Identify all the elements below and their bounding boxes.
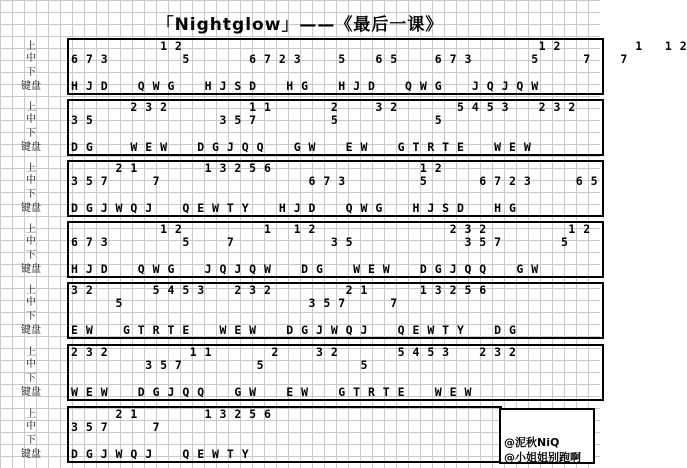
- label-high: 上: [26, 102, 36, 113]
- label-high: 上: [26, 224, 36, 235]
- line-high: 2 3 2 1 1 2 3 2 5 4 5 3 2 3 2: [71, 100, 576, 114]
- label-keys: 键盘: [21, 142, 41, 153]
- label-low: 下: [26, 250, 36, 261]
- label-mid: 中: [26, 359, 36, 370]
- label-mid: 中: [26, 297, 36, 308]
- line-keys: E W G T R T E W E W D G J W Q J Q E W T Y D G: [71, 323, 517, 337]
- label-keys: 键盘: [21, 325, 41, 336]
- line-keys: D G W E W D G J Q Q G W E W G T R T E W E W: [71, 140, 532, 154]
- row-labels: [17, 160, 45, 218]
- credit-arranger: @小姐姐别跑啊: [504, 451, 581, 464]
- label-mid: 中: [26, 236, 36, 247]
- line-mid: 6 7 3 5 7 3 5 3 5 7 5: [71, 235, 569, 249]
- line-high: 2 3 2 1 1 2 3 2 5 4 5 3 2 3 2: [71, 345, 517, 359]
- label-high: 上: [26, 41, 36, 52]
- label-keys: 键盘: [21, 387, 41, 398]
- score-block-4: [17, 221, 595, 279]
- line-mid: 3 5 7 7 6 7 3 5 6 7 2 3 6 5: [71, 174, 599, 188]
- line-keys: W E W D G J Q Q G W E W G T R T E W E W: [71, 385, 472, 399]
- label-low: 下: [26, 373, 36, 384]
- line-mid: 3 5 3 5 7 5 5: [71, 113, 443, 127]
- label-high: 上: [26, 409, 36, 420]
- label-low: 下: [26, 311, 36, 322]
- label-high: 上: [26, 163, 36, 174]
- line-keys: D G J W Q J Q E W T Y H J D Q W G H J S D H G: [71, 201, 517, 215]
- label-low: 下: [26, 67, 36, 78]
- row-labels: [17, 282, 45, 340]
- score-block-3: [17, 160, 599, 218]
- score-block-5: [17, 282, 595, 340]
- line-high: 2 1 1 3 2 5 6: [71, 407, 272, 421]
- line-keys: D G J W Q J Q E W T Y: [71, 447, 250, 461]
- row-labels: [17, 344, 45, 402]
- label-high: 上: [26, 347, 36, 358]
- line-mid: 3 5 7 7: [71, 420, 161, 434]
- line-high: 3 2 5 4 5 3 2 3 2 2 1 1 3 2 5 6: [71, 283, 487, 297]
- line-mid: 5 3 5 7 7: [71, 296, 398, 310]
- label-mid: 中: [26, 114, 36, 125]
- score-block-1: [17, 38, 687, 96]
- line-high: 2 1 1 3 2 5 6 1 2: [71, 161, 443, 175]
- credit-author: @泥秋NiQ: [504, 436, 560, 449]
- row-labels: [17, 221, 45, 279]
- label-keys: 键盘: [21, 264, 41, 275]
- line-high: 1 2 1 1 2 2 3 2 1 2: [71, 222, 591, 236]
- row-labels: [17, 406, 45, 464]
- page-title: 「Nightglow」——《最后一课》: [156, 15, 444, 35]
- row-labels: [17, 99, 45, 157]
- line-keys: H J D Q W G H J S D H G H J D Q W G J Q J Q W: [71, 79, 539, 93]
- line-high: 1 2 1 2 1 1 2: [71, 39, 687, 53]
- line-mid: 3 5 7 5 5: [71, 358, 368, 372]
- line-mid: 6 7 3 5 6 7 2 3 5 6 5 6 7 3 5 7 7: [71, 52, 628, 66]
- label-mid: 中: [26, 53, 36, 64]
- label-keys: 键盘: [21, 449, 41, 460]
- label-low: 下: [26, 128, 36, 139]
- label-mid: 中: [26, 421, 36, 432]
- score-block-2: [17, 99, 595, 157]
- label-mid: 中: [26, 175, 36, 186]
- label-low: 下: [26, 189, 36, 200]
- label-low: 下: [26, 435, 36, 446]
- line-keys: H J D Q W G J Q J Q W D G W E W D G J Q Q G W: [71, 262, 539, 276]
- label-high: 上: [26, 285, 36, 296]
- row-labels: [17, 38, 45, 96]
- label-keys: 键盘: [21, 81, 41, 92]
- label-keys: 键盘: [21, 203, 41, 214]
- score-block-6: [17, 344, 595, 402]
